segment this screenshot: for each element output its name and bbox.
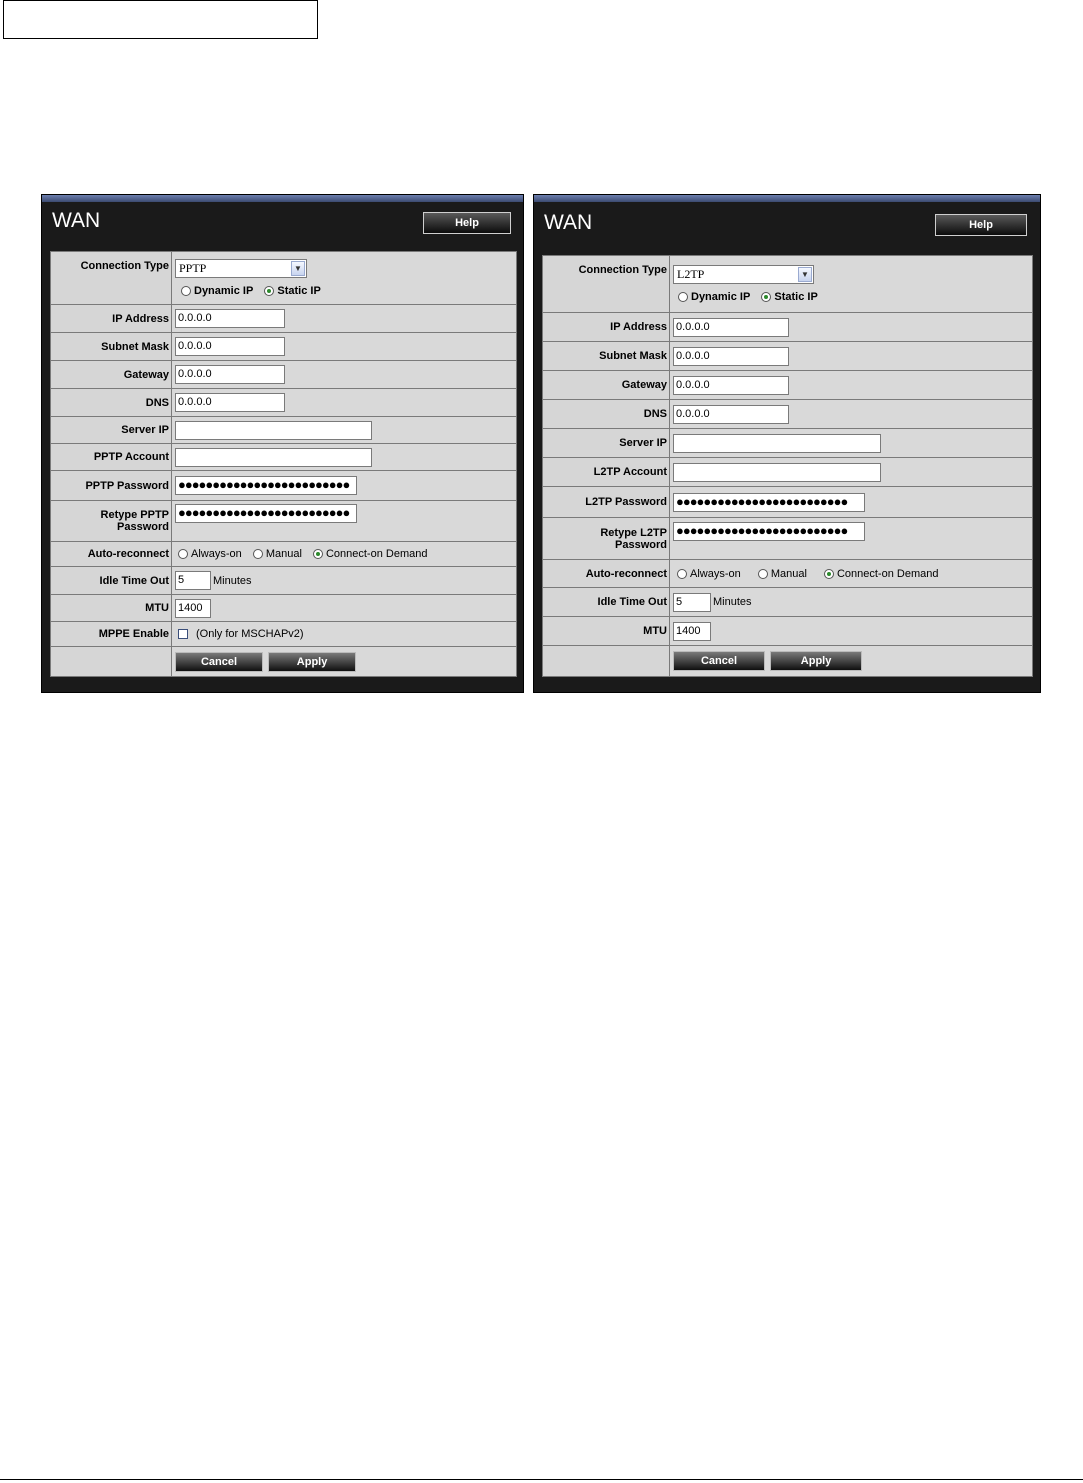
connection-type-label: Connection Type: [543, 256, 670, 313]
dns-label: DNS: [543, 400, 670, 429]
panel-title-bar: [42, 195, 523, 202]
connect-on-demand-label: Connect-on Demand: [836, 567, 939, 580]
idle-time-out-unit: Minutes: [213, 574, 252, 587]
settings-table: [50, 251, 517, 677]
mtu-label: MTU: [543, 617, 670, 646]
help-button[interactable]: Help: [935, 214, 1027, 236]
retype-password-input[interactable]: ●●●●●●●●●●●●●●●●●●●●●●●●●: [175, 504, 357, 523]
retype-password-input[interactable]: ●●●●●●●●●●●●●●●●●●●●●●●●●: [673, 522, 865, 541]
server-ip-label: Server IP: [51, 417, 172, 444]
chevron-down-icon[interactable]: ▼: [291, 261, 305, 276]
mppe-note: (Only for MSCHAPv2): [196, 628, 304, 641]
server-ip-input[interactable]: [673, 434, 881, 453]
account-label: L2TP Account: [543, 458, 670, 487]
auto-reconnect-label: Auto-reconnect: [543, 560, 670, 588]
retype-password-label-line2: Password: [615, 538, 667, 551]
connection-type-value: PPTP: [179, 261, 207, 276]
password-label: PPTP Password: [51, 471, 172, 501]
subnet-mask-label: Subnet Mask: [51, 333, 172, 361]
idle-time-out-label: Idle Time Out: [51, 567, 172, 595]
mtu-label: MTU: [51, 595, 172, 622]
always-on-label: Always-on: [191, 548, 242, 561]
manual-radio[interactable]: [253, 549, 263, 559]
password-input[interactable]: ●●●●●●●●●●●●●●●●●●●●●●●●●: [175, 476, 357, 495]
settings-table: [542, 255, 1033, 677]
static-ip-label: Static IP: [774, 290, 818, 303]
chevron-down-icon[interactable]: ▼: [798, 267, 812, 282]
static-ip-radio[interactable]: [264, 286, 274, 296]
server-ip-input[interactable]: [175, 421, 372, 440]
idle-time-out-input[interactable]: 5: [673, 593, 711, 612]
always-on-label: Always-on: [690, 567, 741, 580]
retype-password-label: [51, 501, 172, 542]
ip-address-label: IP Address: [51, 305, 172, 333]
panel-title-bar: [534, 195, 1040, 202]
always-on-radio[interactable]: [677, 569, 687, 579]
password-input[interactable]: ●●●●●●●●●●●●●●●●●●●●●●●●●: [673, 493, 865, 512]
auto-reconnect-label: Auto-reconnect: [51, 542, 172, 567]
gateway-input[interactable]: 0.0.0.0: [175, 365, 285, 384]
dynamic-ip-label: Dynamic IP: [194, 284, 254, 297]
always-on-radio[interactable]: [178, 549, 188, 559]
footer-rule: [0, 1479, 1083, 1480]
ip-address-input[interactable]: 0.0.0.0: [175, 309, 285, 328]
apply-button[interactable]: Apply: [770, 651, 862, 671]
panel-title: WAN: [544, 211, 593, 234]
manual-radio[interactable]: [758, 569, 768, 579]
mtu-input[interactable]: 1400: [673, 622, 711, 641]
mppe-enable-label: MPPE Enable: [51, 622, 172, 647]
gateway-label: Gateway: [51, 361, 172, 389]
dynamic-ip-radio[interactable]: [181, 286, 191, 296]
retype-password-label-line1: Retype L2TP: [600, 526, 667, 539]
server-ip-label: Server IP: [543, 429, 670, 458]
header-box: [3, 0, 318, 39]
gateway-input[interactable]: 0.0.0.0: [673, 376, 789, 395]
ip-address-label: IP Address: [543, 313, 670, 342]
account-label: PPTP Account: [51, 444, 172, 471]
panel-title: WAN: [52, 209, 101, 232]
dynamic-ip-label: Dynamic IP: [691, 290, 751, 303]
mtu-input[interactable]: 1400: [175, 599, 211, 618]
idle-time-out-unit: Minutes: [713, 596, 752, 608]
cancel-button[interactable]: Cancel: [673, 651, 765, 671]
retype-password-label-line2: Password: [117, 521, 169, 533]
mppe-enable-checkbox[interactable]: [178, 629, 188, 639]
dynamic-ip-radio[interactable]: [678, 292, 688, 302]
wan-panel-pptp: [41, 194, 524, 693]
static-ip-radio[interactable]: [761, 292, 771, 302]
gateway-label: Gateway: [543, 371, 670, 400]
connect-on-demand-radio[interactable]: [824, 569, 834, 579]
subnet-mask-input[interactable]: 0.0.0.0: [175, 337, 285, 356]
apply-button[interactable]: Apply: [268, 652, 356, 672]
dns-label: DNS: [51, 389, 172, 417]
connect-on-demand-radio[interactable]: [313, 549, 323, 559]
password-label: L2TP Password: [543, 487, 670, 518]
connection-type-select[interactable]: [673, 265, 814, 284]
help-button[interactable]: Help: [423, 212, 511, 234]
manual-label: Manual: [265, 548, 302, 561]
button-row-label: [543, 646, 670, 677]
account-input[interactable]: [673, 463, 881, 482]
subnet-mask-input[interactable]: 0.0.0.0: [673, 347, 789, 366]
cancel-button[interactable]: Cancel: [175, 652, 263, 672]
button-row-label: [51, 647, 172, 677]
connection-type-value: L2TP: [677, 267, 705, 282]
connection-type-cell: [172, 252, 517, 305]
connection-type-label: Connection Type: [51, 252, 172, 305]
retype-password-label-line1: Retype PPTP: [100, 509, 169, 521]
ip-address-input[interactable]: 0.0.0.0: [673, 318, 789, 337]
dns-input[interactable]: 0.0.0.0: [175, 393, 285, 412]
idle-time-out-label: Idle Time Out: [543, 588, 670, 617]
subnet-mask-label: Subnet Mask: [543, 342, 670, 371]
static-ip-label: Static IP: [277, 284, 321, 297]
retype-password-label: [543, 518, 670, 560]
connection-type-cell: [670, 256, 1033, 313]
manual-label: Manual: [770, 567, 807, 580]
account-input[interactable]: [175, 448, 372, 467]
connect-on-demand-label: Connect-on Demand: [325, 548, 428, 561]
wan-panel-l2tp: [533, 194, 1041, 693]
dns-input[interactable]: 0.0.0.0: [673, 405, 789, 424]
connection-type-select[interactable]: [175, 259, 307, 278]
idle-time-out-input[interactable]: 5: [175, 571, 211, 590]
